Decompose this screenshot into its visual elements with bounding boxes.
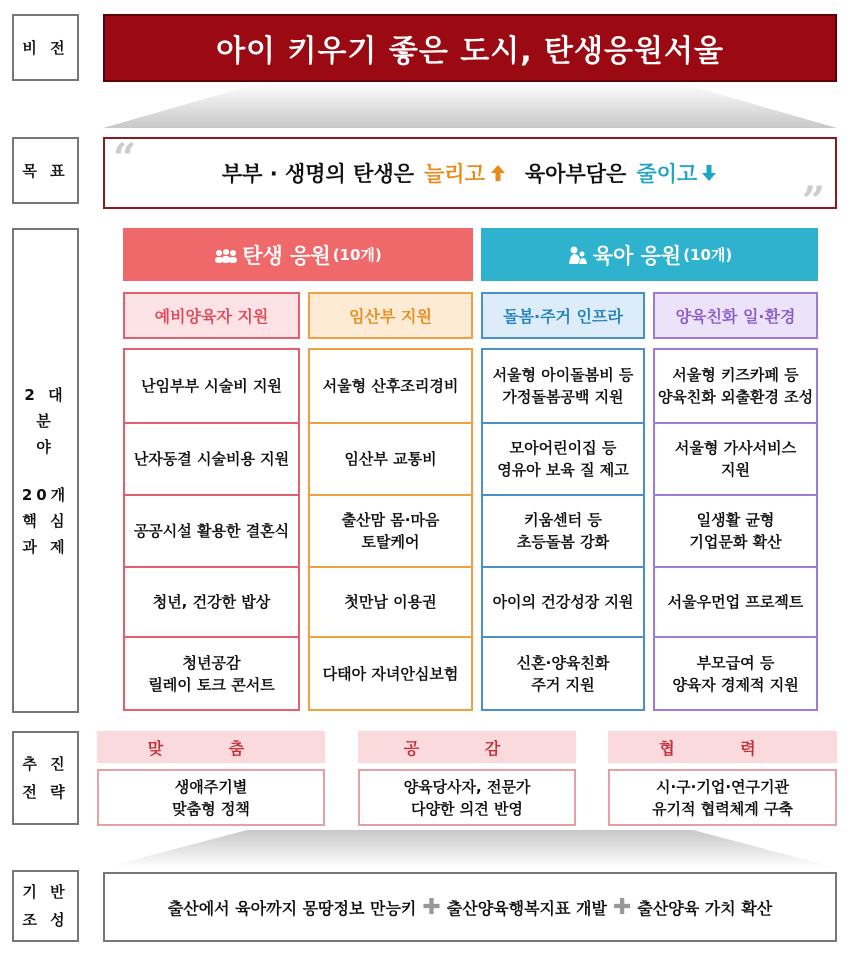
base-item: 출산에서 육아까지 몽땅정보 만능키 <box>167 898 417 918</box>
strategy-title-text: 맞 춤 <box>147 738 275 758</box>
task-item: 첫만남 이용권 <box>344 593 437 611</box>
task-item: 난자동결 시술비용 지원 <box>133 450 290 468</box>
strategy-title <box>358 731 576 763</box>
category-label: 임산부 지원 <box>349 307 432 326</box>
arrow-down-icon <box>700 163 718 183</box>
task-column-pregnant-women <box>308 348 473 711</box>
plus-icon: ✚ <box>612 894 632 920</box>
goal-label <box>12 137 79 204</box>
strategy-label <box>12 731 79 825</box>
task-item: 난임부부 시술비 지원 <box>141 377 282 395</box>
strategy-description-text: 양육당사자, 전문가 다양한 의견 반영 <box>403 777 531 818</box>
task-item: 서울형 키즈카페 등 양육친화 외출환경 조성 <box>657 366 814 406</box>
category-prospective-parents <box>123 292 300 339</box>
core-label-line: 2 대 분 <box>24 385 67 430</box>
base-label <box>12 870 79 942</box>
core-label-line: 핵 심 <box>22 511 69 530</box>
task-item: 부모급여 등 양육자 경제적 지원 <box>672 653 799 694</box>
core-label-line: 야 <box>36 437 55 456</box>
core-label-line: 20개 <box>21 485 70 504</box>
core-label-line: 과 제 <box>22 537 69 556</box>
goal-text-1: 부부 · 생명의 탄생은 <box>221 162 415 186</box>
goal-label-text: 목 표 <box>22 162 69 180</box>
quote-close-icon: ” <box>801 178 825 225</box>
task-item: 임산부 교통비 <box>344 450 437 468</box>
task-column-care-housing <box>481 348 645 711</box>
people-icon <box>214 245 238 265</box>
task-item: 서울우먼업 프로젝트 <box>667 593 804 611</box>
base-label-line: 조 성 <box>22 911 69 929</box>
vision-funnel <box>103 82 837 132</box>
strategy-label-line: 전 략 <box>22 783 69 801</box>
vision-label-text: 비 전 <box>22 39 69 57</box>
task-item: 신혼·양육친화 주거 지원 <box>516 653 610 694</box>
task-item: 다태아 자녀안심보험 <box>322 664 459 683</box>
task-column-work-environment <box>653 348 818 711</box>
strategy-description-text: 생애주기별 맞춤형 정책 <box>172 777 250 818</box>
vision-banner <box>103 14 837 82</box>
area-title: 육아 응원 <box>592 243 682 268</box>
strategy-label-line: 추 진 <box>22 755 69 773</box>
base-funnel <box>103 828 837 870</box>
strategy-description <box>608 769 837 826</box>
goal-box <box>103 135 837 225</box>
area-header-childcare <box>481 228 818 281</box>
area-count: (10개) <box>683 246 733 264</box>
arrow-up-icon <box>489 163 507 183</box>
vision-text: 아이 키우기 좋은 도시, 탄생응원서울 <box>216 34 724 69</box>
strategy-title <box>97 731 325 763</box>
task-item: 서울형 가사서비스 지원 <box>674 439 797 479</box>
task-item: 공공시설 활용한 결혼식 <box>133 522 290 540</box>
strategy-title-text: 공 감 <box>403 738 531 758</box>
category-label: 돌봄·주거 인프라 <box>503 307 623 326</box>
base-box <box>103 872 837 942</box>
vision-label <box>12 14 79 81</box>
task-item: 키움센터 등 초등돌봄 강화 <box>516 511 610 551</box>
strategy-description <box>97 769 325 826</box>
task-item: 출산맘 몸·마음 토탈케어 <box>341 511 440 551</box>
task-item: 청년, 건강한 밥상 <box>152 593 271 611</box>
strategy-title <box>608 731 837 763</box>
strategy-description-text: 시·구·기업·연구기관 유기적 협력체계 구축 <box>652 777 793 818</box>
plus-icon: ✚ <box>422 894 441 920</box>
category-care-housing <box>481 292 645 339</box>
goal-text-2: 육아부담은 <box>524 162 627 186</box>
strategy-description <box>358 769 576 826</box>
area-title: 탄생 응원 <box>242 243 331 268</box>
base-item: 출산양육행복지표 개발 <box>446 898 607 918</box>
task-item: 아이의 건강성장 지원 <box>492 593 634 611</box>
base-label-line: 기 반 <box>22 883 69 901</box>
area-count: (10개) <box>332 246 382 264</box>
task-item: 서울형 아이돌봄비 등 가정돌봄공백 지원 <box>492 366 634 406</box>
parent-child-icon <box>567 245 589 265</box>
goal-decrease-word: 줄이고 <box>636 162 698 186</box>
task-item: 청년공감 릴레이 토크 콘서트 <box>148 653 275 694</box>
goal-increase-word: 늘리고 <box>424 162 485 186</box>
core-tasks-label <box>12 228 79 713</box>
quote-open-icon: “ <box>113 135 137 182</box>
task-item: 일생활 균형 기업문화 확산 <box>689 511 782 551</box>
area-header-birth <box>123 228 473 281</box>
strategy-title-text: 협 력 <box>659 738 786 758</box>
category-work-environment <box>653 292 818 339</box>
category-label: 예비양육자 지원 <box>154 307 269 326</box>
task-item: 모아어린이집 등 영유아 보육 질 제고 <box>497 439 629 479</box>
base-item: 출산양육 가치 확산 <box>637 898 773 918</box>
task-item: 서울형 산후조리경비 <box>322 377 459 395</box>
category-label: 양육친화 일·환경 <box>675 307 796 326</box>
category-pregnant-women <box>308 292 473 339</box>
task-column-prospective-parents <box>123 348 300 711</box>
